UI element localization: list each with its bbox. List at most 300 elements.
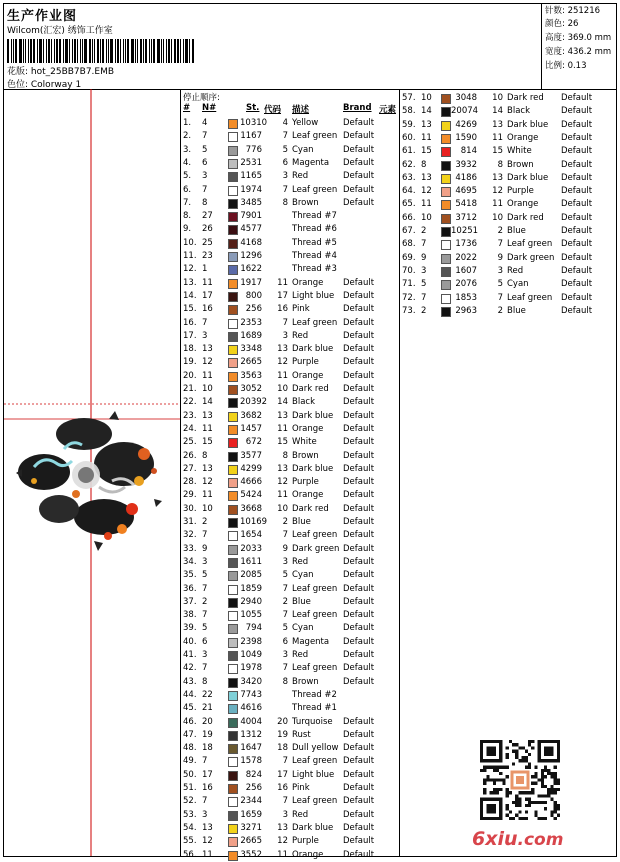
row-index: 5.: [183, 171, 192, 182]
row-stitches: 3668: [240, 503, 262, 514]
row-brand: Default: [343, 370, 375, 381]
row-code: 2: [497, 226, 503, 236]
row-code: 4: [282, 118, 288, 128]
row-index: 62.: [402, 159, 416, 170]
row-brand: Default: [343, 450, 375, 461]
row-index: 32.: [183, 530, 197, 541]
color-swatch: [228, 345, 238, 355]
row-brand: Default: [343, 157, 375, 168]
row-needle: 13: [202, 463, 213, 474]
row-index: 46.: [183, 716, 197, 727]
row-code: 12: [277, 477, 288, 488]
row-code: 10: [492, 93, 503, 103]
row-stitches: 3048: [455, 93, 477, 103]
row-index: 47.: [183, 729, 197, 740]
row-brand: Default: [343, 330, 375, 341]
row-needle: 18: [202, 743, 213, 754]
row-index: 63.: [402, 172, 416, 183]
row-needle: 11: [421, 199, 432, 210]
row-code: 7: [497, 292, 503, 303]
row-description: Orange: [292, 490, 324, 501]
table-row: [180, 569, 399, 582]
table-row: [399, 212, 618, 225]
color-swatch: [441, 107, 451, 117]
row-brand: Default: [343, 650, 375, 660]
row-description: Brown: [292, 450, 319, 461]
row-description: Brown: [292, 197, 319, 208]
row-description: Leaf green: [507, 239, 553, 250]
row-index: 64.: [402, 186, 416, 197]
row-needle: 13: [202, 822, 213, 833]
row-brand: Default: [343, 437, 375, 448]
color-swatch: [228, 611, 238, 621]
row-brand: Default: [343, 344, 375, 355]
row-needle: 4: [202, 118, 208, 128]
table-row: [180, 436, 399, 449]
row-description: Red: [292, 171, 309, 182]
row-code: 14: [277, 397, 288, 408]
row-needle: 21: [202, 703, 213, 714]
row-index: 71.: [402, 279, 416, 290]
row-index: 51.: [183, 783, 197, 793]
row-needle: 16: [202, 304, 213, 315]
row-brand: Default: [561, 106, 593, 117]
row-index: 68.: [402, 239, 416, 250]
row-needle: 10: [421, 212, 432, 223]
watermark-suffix: .com: [517, 830, 564, 850]
row-needle: 26: [202, 224, 213, 235]
color-swatch: [228, 398, 238, 408]
qr-code: [480, 740, 560, 820]
row-brand: Default: [343, 490, 375, 501]
row-brand: Default: [343, 184, 375, 195]
row-brand: Default: [561, 239, 593, 250]
row-stitches: 4299: [240, 463, 262, 474]
row-code: 7: [282, 131, 288, 142]
row-needle: 7: [421, 239, 427, 250]
table-row: [180, 410, 399, 423]
row-code: 5: [497, 279, 503, 290]
row-code: 13: [277, 822, 288, 833]
table-row: [180, 290, 399, 303]
row-stitches: 3485: [240, 197, 262, 208]
row-code: 13: [492, 172, 503, 183]
row-stitches: 1736: [455, 239, 477, 250]
row-code: 10: [277, 503, 288, 514]
row-description: Turquoise: [292, 716, 333, 727]
color-swatch: [228, 425, 238, 435]
row-index: 49.: [183, 756, 197, 767]
row-description: Thread #1: [292, 703, 337, 714]
row-description: Thread #6: [292, 224, 337, 235]
row-brand: Default: [343, 836, 375, 847]
row-index: 28.: [183, 477, 197, 488]
color-swatch: [228, 412, 238, 422]
color-swatch: [228, 172, 238, 182]
table-row: [180, 702, 399, 715]
row-brand: Default: [343, 131, 375, 142]
row-index: 65.: [402, 199, 416, 210]
color-swatch: [228, 199, 238, 209]
row-brand: Default: [343, 118, 375, 128]
row-description: Dark blue: [292, 344, 334, 355]
row-brand: Default: [343, 171, 375, 182]
row-code: 11: [492, 132, 503, 143]
row-stitches: 1296: [240, 251, 262, 261]
table-row: [399, 305, 618, 318]
row-brand: Default: [343, 663, 375, 674]
row-index: 50.: [183, 769, 197, 780]
color-swatch: [228, 797, 238, 807]
row-stitches: 2344: [240, 796, 262, 807]
row-needle: 8: [202, 676, 208, 687]
row-stitches: 1654: [240, 530, 262, 541]
color-swatch: [441, 214, 451, 224]
row-stitches: 814: [460, 146, 477, 157]
row-stitches: 4004: [240, 716, 262, 727]
table-row: [180, 184, 399, 197]
row-needle: 14: [202, 397, 213, 408]
row-index: 26.: [183, 450, 197, 461]
row-brand: Default: [561, 252, 593, 263]
color-swatch: [441, 147, 451, 157]
row-description: Black: [292, 397, 315, 408]
row-brand: Default: [343, 556, 375, 567]
row-index: 35.: [183, 570, 197, 581]
row-description: Orange: [292, 370, 324, 381]
row-index: 11.: [183, 251, 197, 261]
color-swatch: [228, 239, 238, 249]
row-index: 59.: [402, 119, 416, 130]
table-row: [399, 238, 618, 251]
row-needle: 7: [202, 796, 208, 807]
color-swatch: [228, 119, 238, 129]
row-brand: Default: [561, 292, 593, 303]
design-preview: [4, 89, 181, 856]
row-index: 2.: [183, 131, 192, 142]
row-index: 70.: [402, 265, 416, 276]
color-swatch: [228, 478, 238, 488]
row-index: 29.: [183, 490, 197, 501]
row-stitches: 1312: [240, 729, 262, 740]
table-row: [399, 198, 618, 211]
row-index: 13.: [183, 277, 197, 288]
header-stitches: St.: [246, 103, 260, 113]
row-needle: 14: [421, 106, 432, 117]
row-needle: 13: [421, 172, 432, 183]
table-row: [180, 822, 399, 835]
row-index: 37.: [183, 596, 197, 607]
row-description: Orange: [292, 423, 324, 434]
row-brand: Default: [343, 397, 375, 408]
row-code: 16: [277, 304, 288, 315]
row-code: 8: [497, 159, 503, 170]
row-code: 18: [277, 743, 288, 754]
row-index: 24.: [183, 423, 197, 434]
row-index: 1.: [183, 118, 192, 128]
table-row: [399, 132, 618, 145]
table-row: [180, 809, 399, 822]
row-index: 38.: [183, 610, 197, 621]
table-row: [180, 343, 399, 356]
row-description: Red: [292, 330, 309, 341]
row-stitches: 3682: [240, 410, 262, 421]
table-row: [180, 237, 399, 250]
header-needle: N#: [202, 103, 217, 113]
color-swatch: [228, 465, 238, 475]
row-brand: Default: [343, 304, 375, 315]
row-index: 20.: [183, 370, 197, 381]
watermark: [472, 828, 563, 850]
color-swatch: [228, 824, 238, 834]
row-stitches: 2085: [240, 570, 262, 581]
row-description: Blue: [507, 305, 526, 316]
table-row: [180, 130, 399, 143]
embroidery-preview-image: [4, 89, 180, 856]
row-brand: Default: [343, 636, 375, 647]
row-index: 23.: [183, 410, 197, 421]
color-swatch: [228, 186, 238, 196]
color-swatch: [228, 691, 238, 701]
watermark-main: 6xiu: [472, 828, 518, 850]
row-code: 13: [492, 119, 503, 130]
color-swatch: [228, 638, 238, 648]
row-index: 33.: [183, 543, 197, 554]
row-description: Dark blue: [507, 172, 549, 183]
row-description: Leaf green: [292, 796, 338, 807]
row-description: Dark red: [292, 503, 329, 514]
color-swatch: [228, 332, 238, 342]
color-swatch: [228, 252, 238, 262]
row-description: Thread #4: [292, 251, 337, 261]
row-code: 11: [277, 370, 288, 381]
row-stitches: 256: [245, 304, 262, 315]
row-description: Light blue: [292, 769, 335, 780]
row-description: Dark red: [292, 384, 329, 394]
row-code: 15: [277, 437, 288, 448]
row-needle: 15: [202, 437, 213, 448]
row-brand: Default: [343, 676, 375, 687]
row-stitches: 3932: [455, 159, 477, 170]
row-needle: 2: [421, 305, 427, 316]
row-index: 55.: [183, 836, 197, 847]
row-needle: 2: [202, 596, 208, 607]
row-needle: 11: [421, 132, 432, 143]
row-code: 5: [282, 570, 288, 581]
color-swatch: [228, 279, 238, 289]
row-code: 19: [277, 729, 288, 740]
row-code: 10: [277, 384, 288, 394]
row-index: 60.: [402, 132, 416, 143]
row-description: Red: [292, 809, 309, 820]
table-row: [180, 383, 399, 396]
row-needle: 10: [421, 93, 432, 103]
table-row: [180, 516, 399, 529]
row-index: 54.: [183, 822, 197, 833]
color-swatch: [441, 94, 451, 104]
table-row: [399, 105, 618, 118]
table-row: [399, 185, 618, 198]
row-needle: 7: [421, 292, 427, 303]
row-index: 72.: [402, 292, 416, 303]
row-stitches: 10251: [451, 226, 479, 236]
table-row: [180, 649, 399, 662]
row-code: 9: [282, 543, 288, 554]
table-row: [180, 370, 399, 383]
row-index: 57.: [402, 93, 416, 103]
row-needle: 3: [421, 265, 427, 276]
row-brand: Default: [343, 716, 375, 727]
row-index: 31.: [183, 517, 197, 527]
row-description: Cyan: [292, 144, 314, 155]
row-brand: Default: [343, 570, 375, 581]
row-needle: 11: [202, 370, 213, 381]
header-brand: Brand: [343, 103, 372, 113]
table-row: [399, 278, 618, 291]
color-swatch: [441, 254, 451, 264]
row-stitches: 5418: [455, 199, 477, 210]
row-code: 3: [282, 556, 288, 567]
row-description: Blue: [507, 226, 526, 236]
row-description: Orange: [292, 277, 324, 288]
table-row: [180, 596, 399, 609]
row-needle: 17: [202, 290, 213, 301]
table-row: [399, 159, 618, 172]
row-description: Leaf green: [292, 184, 338, 195]
row-brand: Default: [561, 199, 593, 210]
row-stitches: 2033: [240, 543, 262, 554]
row-index: 56.: [183, 849, 197, 860]
row-needle: 13: [202, 410, 213, 421]
table-row: [180, 317, 399, 330]
color-swatch: [441, 174, 451, 184]
row-stitches: 4577: [240, 224, 262, 235]
color-swatch: [228, 664, 238, 674]
row-brand: Default: [561, 172, 593, 183]
row-stitches: 776: [245, 144, 262, 155]
row-description: Pink: [292, 304, 310, 315]
table-row: [180, 489, 399, 502]
color-swatch: [228, 545, 238, 555]
color-swatch: [228, 319, 238, 329]
table-row: [180, 277, 399, 290]
row-brand: Default: [343, 144, 375, 155]
row-description: Orange: [507, 132, 539, 143]
row-code: 6: [282, 636, 288, 647]
table-row: [180, 423, 399, 436]
row-description: Thread #3: [292, 264, 337, 275]
table-row: [180, 303, 399, 316]
row-index: 19.: [183, 357, 197, 368]
thread-table-left: [180, 89, 400, 860]
row-code: 7: [497, 239, 503, 250]
row-index: 12.: [183, 264, 197, 275]
row-index: 66.: [402, 212, 416, 223]
row-code: 12: [277, 836, 288, 847]
row-stitches: 1165: [240, 171, 262, 182]
row-needle: 12: [202, 477, 213, 488]
row-stitches: 1622: [240, 264, 262, 275]
row-description: Purple: [292, 357, 319, 368]
header-code: 代码: [264, 105, 282, 115]
specs-panel: [541, 4, 617, 90]
row-stitches: 3348: [240, 344, 262, 355]
row-description: Dark green: [507, 252, 555, 263]
row-description: Leaf green: [292, 317, 338, 328]
table-row: [180, 769, 399, 782]
row-code: 7: [282, 756, 288, 767]
row-stitches: 2398: [240, 636, 262, 647]
row-brand: Default: [561, 226, 593, 236]
row-stitches: 2665: [240, 357, 262, 368]
row-stitches: 1689: [240, 330, 262, 341]
row-needle: 19: [202, 729, 213, 740]
row-description: Brown: [292, 676, 319, 687]
row-code: 12: [277, 357, 288, 368]
row-stitches: 3712: [455, 212, 477, 223]
table-row: [180, 396, 399, 409]
row-index: 3.: [183, 144, 192, 155]
row-index: 67.: [402, 226, 416, 236]
row-description: Dark green: [292, 543, 340, 554]
row-code: 7: [282, 317, 288, 328]
row-description: Dark red: [507, 93, 544, 103]
row-needle: 25: [202, 237, 213, 248]
row-index: 73.: [402, 305, 416, 316]
table-row: [399, 172, 618, 185]
row-stitches: 2531: [240, 157, 262, 168]
row-stitches: 1659: [240, 809, 262, 820]
row-needle: 3: [202, 171, 208, 182]
color-swatch: [441, 200, 451, 210]
table-row: [180, 782, 399, 795]
row-stitches: 794: [245, 623, 262, 634]
table-row: [180, 609, 399, 622]
color-swatch: [228, 305, 238, 315]
row-code: 2: [497, 305, 503, 316]
row-code: 10: [492, 212, 503, 223]
row-description: Leaf green: [292, 663, 338, 674]
row-needle: 12: [202, 836, 213, 847]
row-needle: 9: [421, 252, 427, 263]
table-row: [180, 476, 399, 489]
row-description: Dull yellow: [292, 743, 339, 754]
row-needle: 7: [202, 184, 208, 195]
color-swatch: [228, 837, 238, 847]
row-code: 9: [497, 252, 503, 263]
row-stitches: 2963: [455, 305, 477, 316]
color-swatch: [228, 851, 238, 861]
row-needle: 23: [202, 251, 213, 261]
row-index: 41.: [183, 650, 197, 660]
row-needle: 12: [202, 357, 213, 368]
colorway: 色位: Colorway 1: [7, 80, 82, 90]
row-stitches: 1859: [240, 583, 262, 594]
color-swatch: [228, 518, 238, 528]
color-swatch: [228, 811, 238, 821]
table-row: [399, 225, 618, 238]
row-brand: Default: [343, 543, 375, 554]
row-stitches: 672: [245, 437, 262, 448]
row-stitches: 1457: [240, 423, 262, 434]
row-brand: Default: [343, 277, 375, 288]
row-index: 42.: [183, 663, 197, 674]
row-brand: Default: [561, 212, 593, 223]
row-index: 40.: [183, 636, 197, 647]
row-needle: 7: [202, 583, 208, 594]
row-needle: 8: [202, 197, 208, 208]
row-description: Brown: [507, 159, 534, 170]
